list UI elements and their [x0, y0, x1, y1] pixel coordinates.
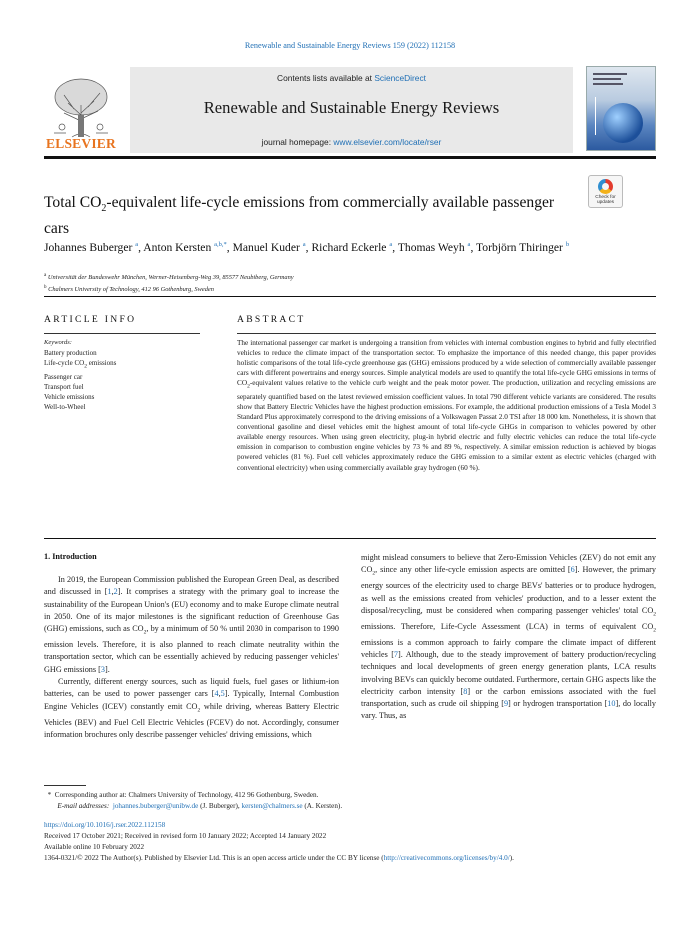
- author-affiliation-marker[interactable]: a,b,*: [214, 241, 227, 248]
- check-updates-icon: [598, 179, 613, 194]
- sciencedirect-link[interactable]: ScienceDirect: [374, 73, 426, 83]
- affiliation: [44, 271, 604, 283]
- article-title: [44, 193, 564, 239]
- contents-prefix: Contents lists available at: [277, 73, 375, 83]
- license-text: ).: [509, 854, 514, 862]
- citation-link[interactable]: 5: [220, 689, 225, 699]
- body-right-column: [361, 552, 656, 723]
- article-info-rule: [44, 333, 200, 334]
- citation-link[interactable]: 2: [113, 587, 118, 597]
- footnote-rule: [44, 785, 86, 786]
- citation-link[interactable]: 7: [393, 650, 399, 659]
- author-name: Torbjörn Thiringer: [476, 240, 566, 254]
- author-list: Johannes Buberger $^a$, Anton Kersten $^{a,b,*}$, Manuel Kuder $^a$, Richard Eckerle $^a$, Thomas Weyh $^a$, Torbjörn Thiringer $^b$: [44, 240, 570, 254]
- abstract-text: The international passenger car market is undergoing a transition from vehicles with internal combustion engines to hybrid and fully electrified vehicles to reduce the climate impact of the transportation sector. To emphasize the importance of this needed change, this paper provides holistic comparisons of the total life-cycle greenhouse gas (GHG) emissions produced by a wide selection of commercially available passenger cars with different powertrains and energy sources. Simple analytical models are used to quantify the total life-cycle GHG emissions in terms of $CO_2$-equivalent values relative to the vehicle curb weight and the peak motor power. The production, utilization and recycling emissions are separately quantified based on the latest reviewed emission coefficient values. In total 790 different vehicle variants are considered. The results show that Battery Electric Vehicles have the highest production emissions. For example, the additional production emissions of a Tesla Model 3 Standard Plus approximately correspond to the driving emissions of a Volkswagen Passat 2.0 TSI after 18 000 km. Nonetheless, it is shown that conventional gasoline and diesel vehicles emit the highest amount of total life-cycle GHGs in comparison to vehicles powered by other available energy resources. When using green electricity, plug-in hybrid electric and fully electric vehicles can reduce the total life-cycle emission in comparison to combustion engine vehicles by 73 % and 89 %, respectively. A similar emission reduction is achieved by biogas powered vehicles (81 %). Fuel cell vehicles approximately reduce the GHG emission to a similar extent as electric vehicles (charged with conventional electricity) when using commercially available gray hydrogen (60 %).: [237, 339, 656, 472]
- keyword-item: Life-cycle $CO_2$ emissions: [44, 359, 117, 370]
- keyword-item: Vehicle emissions: [44, 392, 95, 401]
- header-rule: [44, 156, 656, 159]
- title-part: -equivalent life-cycle emissions from commercially available passenger cars: [44, 194, 555, 238]
- introduction-heading: 1. Introduction: [44, 552, 97, 561]
- abstract-rule: [237, 333, 656, 334]
- journal-homepage-link[interactable]: www.elsevier.com/locate/rser: [333, 137, 442, 147]
- affiliation-marker: a: [44, 273, 47, 278]
- cover-title-bar: [593, 78, 621, 80]
- journal-citation-link[interactable]: Renewable and Sustainable Energy Reviews 159 (2022) 112158: [244, 41, 456, 50]
- cover-title-bar: [593, 83, 623, 85]
- homepage-prefix: journal homepage:: [261, 137, 334, 147]
- cover-turbine: [595, 97, 596, 135]
- keyword-item: Passenger car: [44, 372, 83, 381]
- journal-title: Renewable and Sustainable Energy Reviews: [203, 98, 500, 117]
- keywords-label: Keywords:: [44, 339, 72, 346]
- body-paragraph: In 2019, the European Commission published the European Green Deal, as described and discussed in [1,2]. It comprises a strategy with the primary goal to increase the sustainability of the European Union's (EU) economy and to make Europe climate neutral in 2050. One of its major milestones is the significant reduction of Greenhouse Gas (GHG) emissions, such as $CO_2$, by a minimum of 50 % until 2030 in comparison to 1990 emission levels. Therefore, it is also planned to reach climate neutrality within the transportation sector, which can be essentially achieved by reducing passenger vehicles' GHG emissions [3].: [44, 575, 339, 674]
- keyword-item: Battery production: [44, 349, 97, 357]
- title-rule: [44, 296, 656, 297]
- corresponding-author-note: * Corresponding author at: Chalmers University of Technology, 412 96 Gothenburg, Sweden.: [44, 791, 319, 799]
- affiliation-list: [44, 271, 604, 295]
- check-for-updates-button[interactable]: [588, 175, 623, 208]
- citation-link[interactable]: 10: [607, 699, 616, 709]
- email-link-kersten[interactable]: kersten@chalmers.se: [241, 801, 303, 810]
- author-affiliation-marker[interactable]: a: [302, 241, 306, 248]
- citation-link[interactable]: 9: [503, 699, 509, 709]
- article-info-heading: ARTICLE INFO: [44, 314, 137, 325]
- affiliation-text: Chalmers University of Technology, 412 96 Gothenburg, Sweden: [46, 286, 214, 294]
- author-affiliation-marker[interactable]: a: [467, 241, 471, 248]
- article-footer: [44, 820, 656, 864]
- author-name: Johannes Buberger: [44, 240, 136, 254]
- doi-link[interactable]: https://doi.org/10.1016/j.rser.2022.112158: [44, 821, 166, 829]
- affiliation-text: Universität der Bundeswehr München, Werner-Heisenberg-Weg 39, 85577 Neubiberg, Germany: [46, 274, 294, 282]
- license-line: [44, 853, 656, 864]
- publisher-logo-text: ELSEVIER: [46, 136, 116, 151]
- citation-link[interactable]: 1: [107, 587, 112, 597]
- affiliation: [44, 283, 604, 295]
- email-owner: (A. Kersten).: [304, 801, 343, 810]
- author-affiliation-marker[interactable]: b: [565, 241, 570, 248]
- email-link-buberger[interactable]: johannes.buberger@unibw.de: [112, 801, 199, 810]
- contents-line: [130, 73, 573, 83]
- footnote: [44, 790, 656, 811]
- abstract-heading: ABSTRACT: [237, 314, 306, 325]
- citation-link[interactable]: 3: [100, 664, 105, 674]
- author-affiliation-marker[interactable]: a: [135, 241, 139, 248]
- abstract-bottom-rule: [44, 538, 656, 539]
- body-left-column: [44, 552, 339, 741]
- citation-link[interactable]: 8: [463, 686, 468, 696]
- citation-link[interactable]: 4: [214, 689, 219, 699]
- author-name: Anton Kersten: [143, 240, 215, 254]
- author-affiliation-marker[interactable]: a: [389, 241, 393, 248]
- keyword-item: Well-to-Wheel: [44, 402, 86, 411]
- email-owner: (J. Buberger),: [200, 801, 240, 810]
- cover-globe: [603, 103, 643, 143]
- license-link[interactable]: http://creativecommons.org/licenses/by/4.0/: [383, 854, 510, 862]
- email-line: [44, 801, 656, 812]
- received-dates: Received 17 October 2021; Received in revised form 10 January 2022; Accepted 14 January 2022: [44, 832, 327, 840]
- homepage-line: [130, 137, 573, 147]
- keyword-list: [44, 348, 204, 412]
- cover-title-bar: [593, 73, 627, 75]
- citation-link[interactable]: 6: [570, 565, 575, 575]
- body-paragraph: Currently, different energy sources, such as liquid fuels, fuel gases or lithium-ion batteries, can be used to power passenger cars [4,5]. Typically, Internal Combustion Engine Vehicles (ICEV) constantly emit $CO_2$ while driving, whereas Battery Electric Vehicles (BEV) and Fuel Cell Electric Vehicles (FCEV) do not. Accordingly, consumer information brochures only describe passenger vehicles' driving emissions, which: [44, 677, 339, 739]
- check-updates-label: Check for updates: [595, 195, 616, 205]
- author-name: Thomas Weyh: [397, 240, 468, 254]
- journal-cover-image: [586, 66, 656, 151]
- title-part: Total CO: [44, 194, 102, 211]
- title-subscript: 2: [101, 203, 107, 215]
- author-name: Manuel Kuder: [232, 240, 303, 254]
- affiliation-marker: b: [44, 285, 47, 291]
- email-label: E-mail addresses:: [57, 801, 110, 810]
- body-paragraph: might mislead consumers to believe that Zero-Emission Vehicles (ZEV) do not emit any $CO_2$, since any other life-cycle emission aspects are omitted [6]. However, the primary energy sources of the electricity used to charge BEVs' batteries or to produce hydrogen, as well as the emissions created from vehicles' production, and to a lesser extent the disposal/recycling, must be considered when comparing passenger vehicles' total $CO_2$ emissions. Therefore, Life-Cycle Assessment (LCA) in terms of equivalent $CO_2$ emissions is a common approach to fairly compare the climate impact of different vehicles [7]. Although, due to the steady improvement of battery production/recycling techniques and local developments of green energy generation plants, LCA results involving BEVs can quickly become outdated. Furthermore, certain GHG aspects like the electricity carbon intensity [8] or the carbon emissions associated with the fuel transportation, such as crude oil shipping [9] or hydrogen transportation [10], do locally vary. Thus, as: [361, 553, 657, 721]
- author-name: Richard Eckerle: [311, 240, 390, 254]
- corresponding-author-text: Corresponding author at: Chalmers University of Technology, 412 96 Gothenburg, Sweden.: [54, 791, 319, 799]
- keyword-item: Transport fuel: [44, 382, 84, 391]
- available-online: Available online 10 February 2022: [44, 843, 145, 851]
- license-text: 1364-0321/© 2022 The Author(s). Published by Elsevier Ltd. This is an open access article under the CC BY license (: [44, 854, 384, 862]
